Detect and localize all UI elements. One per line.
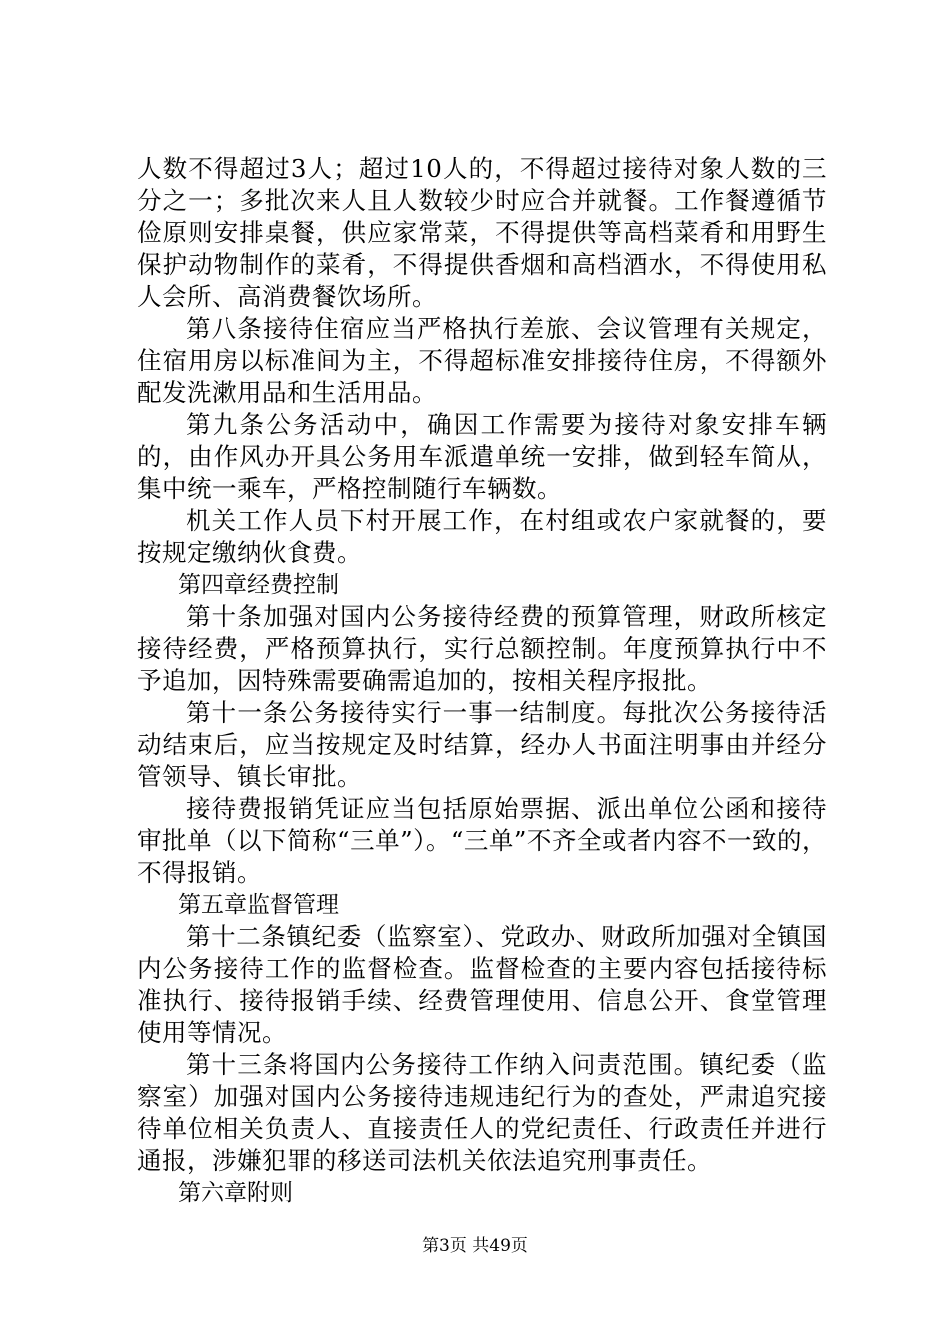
paragraph-continuation: 人数不得超过3人；超过10人的，不得超过接待对象人数的三分之一；多批次来人且人数较少时应合并就餐。工作餐遵循节俭原则安排桌餐，供应家常菜，不得提供等高档菜肴和用野生保护动物制作的菜肴，不得提供香烟和高档酒水，不得使用私人会所、高消费餐饮场所。 [137,154,827,311]
paragraph-article-13: 第十三条将国内公务接待工作纳入问责范围。镇纪委（监察室）加强对国内公务接待违规违纪行为的查处，严肃追究接待单位相关负责人、直接责任人的党纪责任、行政责任并进行通报，涉嫌犯罪的移送司法机关依法追究刑事责任。 [137,1050,827,1175]
paragraph-article-9: 第九条公务活动中，确因工作需要为接待对象安排车辆的，由作风办开具公务用车派遣单统一安排，做到轻车简从，集中统一乘车，严格控制随行车辆数。 [137,410,827,503]
paragraph-village-meals: 机关工作人员下村开展工作，在村组或农户家就餐的，要按规定缴纳伙食费。 [137,506,827,567]
paragraph-article-11: 第十一条公务接待实行一事一结制度。每批次公务接待活动结束后，应当按规定及时结算，经办人书面注明事由并经分管领导、镇长审批。 [137,698,827,791]
paragraph-article-12: 第十二条镇纪委（监察室）、党政办、财政所加强对全镇国内公务接待工作的监督检查。监督检查的主要内容包括接待标准执行、接待报销手续、经费管理使用、信息公开、食堂管理使用等情况。 [137,922,827,1047]
document-body [137,153,827,1209]
page-number-footer: 第3页 共49页 [422,1236,528,1256]
paragraph-reimbursement: 接待费报销凭证应当包括原始票据、派出单位公函和接待审批单（以下简称“三单”）。“三单”不齐全或者内容不一致的，不得报销。 [137,794,827,887]
paragraph-article-8: 第八条接待住宿应当严格执行差旅、会议管理有关规定，住宿用房以标准间为主，不得超标准安排接待住房，不得额外配发洗漱用品和生活用品。 [137,314,827,407]
chapter-heading-5: 第五章监督管理 [178,892,339,918]
chapter-heading-6: 第六章附则 [178,1180,293,1206]
chapter-heading-4: 第四章经费控制 [178,572,339,598]
paragraph-article-10: 第十条加强对国内公务接待经费的预算管理，财政所核定接待经费，严格预算执行，实行总额控制。年度预算执行中不予追加，因特殊需要确需追加的，按相关程序报批。 [137,602,827,695]
